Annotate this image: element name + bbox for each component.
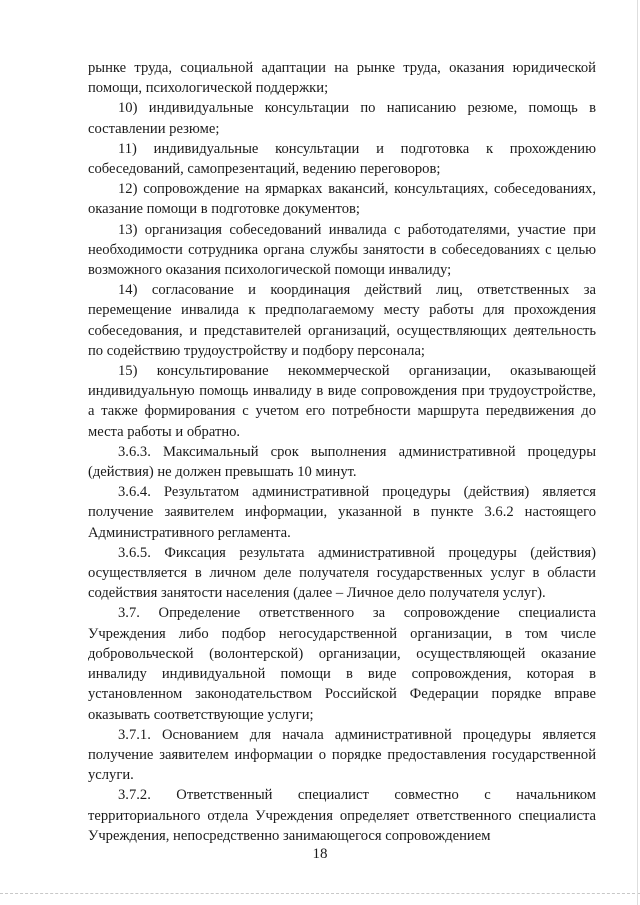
page-bottom-edge xyxy=(0,893,640,894)
page-right-edge xyxy=(637,0,638,905)
page-number: 18 xyxy=(312,846,328,862)
document-body xyxy=(88,58,596,846)
paragraph-6: 14) согласование и координация действий лиц, ответственных за перемещение инвалида к предполагаемому месту работы для прохождения собеседования, и представителей организаций, осуществляющих деятельность по содействию трудоустройству и подбору персонала; xyxy=(88,282,596,359)
paragraph-12: 3.7.1. Основанием для начала административной процедуры является получение заявителем информации о порядке предоставления государственной услуги. xyxy=(88,726,596,784)
paragraph-5: 13) организация собеседований инвалида с работодателями, участие при необходимости сотрудника органа службы занятости в собеседованиях с целью возможного оказания психологической помощи инвалиду; xyxy=(88,221,596,279)
paragraph-10: 3.6.5. Фиксация результата административной процедуры (действия) осуществляется в личном деле получателя государственных услуг в области содействия занятости населения (далее – Личное дело получателя услуг). xyxy=(88,544,596,602)
paragraph-7: 15) консультирование некоммерческой организации, оказывающей индивидуальную помощь инвалиду в виде сопровождения при трудоустройстве, а также формирования с учетом его потребности маршрута передвижения до места работы и обратно. xyxy=(88,363,596,440)
paragraph-8: 3.6.3. Максимальный срок выполнения административной процедуры (действия) не должен превышать 10 минут. xyxy=(88,443,596,481)
paragraph-9: 3.6.4. Результатом административной процедуры (действия) является получение заявителем информации, указанной в пункте 3.6.2 настоящего Административного регламента. xyxy=(88,484,596,541)
paragraph-2: 10) индивидуальные консультации по написанию резюме, помощь в составлении резюме; xyxy=(88,100,596,137)
paragraph-3: 11) индивидуальные консультации и подготовка к прохождению собеседований, самопрезентаций, ведению переговоров; xyxy=(88,140,596,178)
paragraph-1: рынке труда, социальной адаптации на рынке труда, оказания юридической помощи, психологической поддержки; xyxy=(88,60,596,97)
paragraph-11: 3.7. Определение ответственного за сопровождение специалиста Учреждения либо подбор негосударственной организации, в том числе добровольческой (волонтерской) организации, осуществляющей оказание инвалиду индивидуальной помощи в виде сопровождения, которая в установленном законодательством Российской Федерации порядке вправе оказывать соответствующие услуги; xyxy=(88,605,596,723)
paragraph-13: 3.7.2. Ответственный специалист совместно с начальником территориального отдела Учреждения определяет ответственного специалиста Учреждения, непосредственно занимающегося сопровождением xyxy=(88,787,596,844)
paragraph-4: 12) сопровождение на ярмарках вакансий, консультациях, собеседованиях, оказание помощи в подготовке документов; xyxy=(88,181,596,218)
